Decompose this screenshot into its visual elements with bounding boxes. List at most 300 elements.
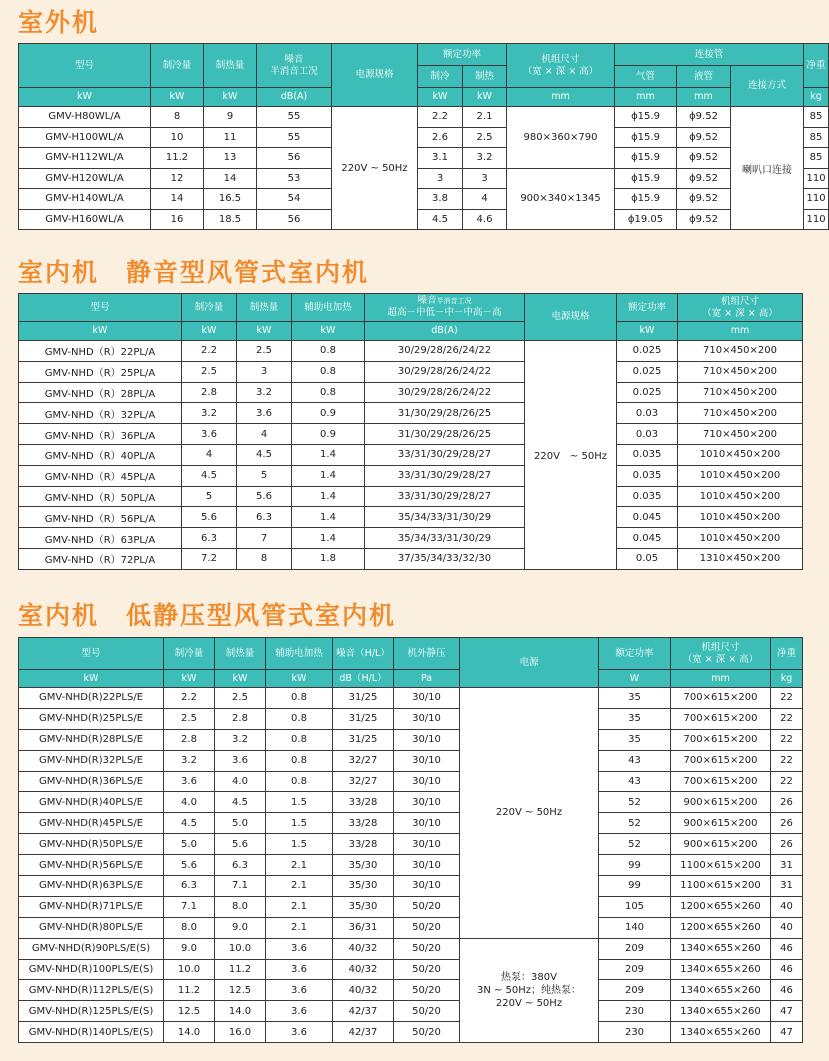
unit-cell: mm xyxy=(677,88,731,107)
rated-power-cell: 99 xyxy=(599,876,671,897)
cooling-cell: 10.0 xyxy=(164,959,215,980)
header-liquid-pipe: 液管 xyxy=(677,66,731,88)
aux-heater-cell: 1.4 xyxy=(292,444,365,465)
static-pressure-cell: 50/20 xyxy=(394,896,460,917)
unit-cell: kW xyxy=(19,88,151,107)
aux-heater-cell: 1.5 xyxy=(266,813,333,834)
unit-cell: mm xyxy=(678,322,803,341)
aux-heater-cell: 1.5 xyxy=(266,834,333,855)
unit-size-cell: 700×615×200 xyxy=(671,729,771,750)
noise-cell: 31/25 xyxy=(333,688,394,709)
unit-cell: kW xyxy=(164,670,215,688)
heating-cell: 4 xyxy=(237,424,292,445)
net-weight-cell: 85 xyxy=(804,127,829,148)
cooling-cell: 11.2 xyxy=(151,148,204,169)
rated-cooling-cell: 2.6 xyxy=(418,127,463,148)
net-weight-cell: 85 xyxy=(804,148,829,169)
section-title-low-static-duct: 室内机 低静压型风管式室内机 xyxy=(18,601,397,630)
noise-cell: 35/30 xyxy=(333,896,394,917)
heating-cell: 9.0 xyxy=(215,917,266,938)
heating-cell: 14.0 xyxy=(215,1001,266,1022)
unit-size-cell: 1340×655×260 xyxy=(671,1001,771,1022)
unit-cell: kW xyxy=(266,670,333,688)
table-row xyxy=(19,855,803,876)
liquid-pipe-cell: ϕ9.52 xyxy=(677,107,731,128)
noise-cell: 54 xyxy=(257,189,332,210)
header-noise-label: 噪音 xyxy=(417,295,437,307)
model-cell: GMV-NHD(R)90PLS/E(S) xyxy=(19,938,164,959)
table-row xyxy=(19,189,829,210)
noise-cell: 32/27 xyxy=(333,771,394,792)
aux-heater-cell: 3.6 xyxy=(266,959,333,980)
header-cooling-capacity: 制冷量 xyxy=(182,294,237,322)
header-aux-heater: 辅助电加热 xyxy=(292,294,365,322)
rated-power-cell: 0.035 xyxy=(617,444,678,465)
static-pressure-cell: 50/20 xyxy=(394,980,460,1001)
model-cell: GMV-NHD（R）36PL/A xyxy=(19,424,182,445)
unit-size-cell: 710×450×200 xyxy=(678,403,803,424)
power-supply-cell xyxy=(460,938,599,1042)
aux-heater-cell: 0.8 xyxy=(292,341,365,362)
static-pressure-cell: 30/10 xyxy=(394,729,460,750)
unit-size-cell: 1010×450×200 xyxy=(678,507,803,528)
header-rated-heating: 制热 xyxy=(463,66,507,88)
heating-cell: 8 xyxy=(237,548,292,569)
aux-heater-cell: 3.6 xyxy=(266,1001,333,1022)
net-weight-cell: 110 xyxy=(804,168,829,189)
table-row xyxy=(19,834,803,855)
header-gas-pipe: 气管 xyxy=(615,66,677,88)
aux-heater-cell: 2.1 xyxy=(266,896,333,917)
unit-size-cell: 980×360×790 xyxy=(507,107,615,169)
unit-cell: kW xyxy=(292,322,365,341)
table-row xyxy=(19,688,803,709)
net-weight-cell: 22 xyxy=(771,771,803,792)
unit-cell: kW xyxy=(463,88,507,107)
heating-cell: 14 xyxy=(204,168,257,189)
model-cell: GMV-NHD(R)112PLS/E(S) xyxy=(19,980,164,1001)
unit-size-cell: 900×615×200 xyxy=(671,792,771,813)
table-row xyxy=(19,729,803,750)
aux-heater-cell: 0.8 xyxy=(266,750,333,771)
header-aux-heater: 辅助电加热 xyxy=(266,638,333,670)
noise-cell: 40/32 xyxy=(333,959,394,980)
rated-power-cell: 43 xyxy=(599,771,671,792)
rated-power-cell: 230 xyxy=(599,1001,671,1022)
cooling-cell: 10 xyxy=(151,127,204,148)
cooling-cell: 2.5 xyxy=(182,361,237,382)
rated-power-cell: 0.035 xyxy=(617,486,678,507)
unit-size-cell: 1340×655×260 xyxy=(671,1022,771,1043)
power-supply-cell: 220V ~ 50Hz xyxy=(460,688,599,939)
unit-cell: dB(A) xyxy=(365,322,525,341)
model-cell: GMV-H140WL/A xyxy=(19,189,151,210)
table-row xyxy=(19,959,803,980)
net-weight-cell: 22 xyxy=(771,729,803,750)
table-row xyxy=(19,980,803,1001)
table-row xyxy=(19,1001,803,1022)
static-pressure-cell: 30/10 xyxy=(394,792,460,813)
unit-size-cell: 710×450×200 xyxy=(678,382,803,403)
rated-heating-cell: 4.6 xyxy=(463,209,507,230)
table-row xyxy=(19,107,829,128)
low-static-duct-unit-table xyxy=(18,637,803,1043)
model-cell: GMV-NHD（R）72PL/A xyxy=(19,548,182,569)
header-unit-size-label: 机组尺寸 xyxy=(701,641,740,653)
heating-cell: 16.5 xyxy=(204,189,257,210)
table-row xyxy=(19,465,803,486)
liquid-pipe-cell: ϕ9.52 xyxy=(677,127,731,148)
rated-power-cell: 0.045 xyxy=(617,528,678,549)
rated-cooling-cell: 4.5 xyxy=(418,209,463,230)
rated-cooling-cell: 2.2 xyxy=(418,107,463,128)
rated-heating-cell: 2.1 xyxy=(463,107,507,128)
table-row xyxy=(19,813,803,834)
heating-cell: 2.5 xyxy=(215,688,266,709)
header-unit-size xyxy=(671,638,771,670)
gas-pipe-cell: ϕ15.9 xyxy=(615,189,677,210)
table-row xyxy=(19,486,803,507)
table-row xyxy=(19,168,829,189)
rated-cooling-cell: 3.1 xyxy=(418,148,463,169)
unit-cell: mm xyxy=(507,88,615,107)
net-weight-cell: 31 xyxy=(771,876,803,897)
rated-power-cell: 140 xyxy=(599,917,671,938)
heating-cell: 18.5 xyxy=(204,209,257,230)
cooling-cell: 2.2 xyxy=(182,341,237,362)
noise-cell: 37/35/34/33/32/30 xyxy=(365,548,525,569)
unit-size-cell: 1200×655×260 xyxy=(671,917,771,938)
noise-cell: 56 xyxy=(257,209,332,230)
unit-cell: kg xyxy=(771,670,803,688)
net-weight-cell: 46 xyxy=(771,938,803,959)
noise-cell: 33/28 xyxy=(333,834,394,855)
rated-power-cell: 0.03 xyxy=(617,424,678,445)
header-noise-condition: 半消音工况 xyxy=(270,65,318,77)
cooling-cell: 4 xyxy=(182,444,237,465)
unit-cell: kg xyxy=(804,88,829,107)
noise-cell: 40/32 xyxy=(333,938,394,959)
header-rated-power: 额定功率 xyxy=(599,638,671,670)
static-pressure-cell: 30/10 xyxy=(394,688,460,709)
rated-power-cell: 0.035 xyxy=(617,465,678,486)
heating-cell: 5.0 xyxy=(215,813,266,834)
header-power-supply: 电源 xyxy=(460,638,599,688)
unit-size-cell: 700×615×200 xyxy=(671,708,771,729)
heating-cell: 8.0 xyxy=(215,896,266,917)
unit-size-cell: 710×450×200 xyxy=(678,361,803,382)
heating-cell: 7.1 xyxy=(215,876,266,897)
power-spec-cell: 220V ~ 50Hz xyxy=(525,341,617,570)
noise-cell: 33/31/30/29/28/27 xyxy=(365,444,525,465)
cooling-cell: 7.1 xyxy=(164,896,215,917)
rated-power-cell: 52 xyxy=(599,792,671,813)
unit-size-cell: 1340×655×260 xyxy=(671,938,771,959)
section-title-silent-duct: 室内机 静音型风管式室内机 xyxy=(18,258,370,287)
noise-cell: 55 xyxy=(257,107,332,128)
unit-cell: kW xyxy=(204,88,257,107)
noise-cell: 40/32 xyxy=(333,980,394,1001)
gas-pipe-cell: ϕ15.9 xyxy=(615,148,677,169)
unit-cell: kW xyxy=(215,670,266,688)
net-weight-cell: 47 xyxy=(771,1001,803,1022)
rated-power-cell: 43 xyxy=(599,750,671,771)
table-row xyxy=(19,361,803,382)
aux-heater-cell: 1.4 xyxy=(292,528,365,549)
unit-cell: mm xyxy=(615,88,677,107)
section-title-outdoor: 室外机 xyxy=(18,8,100,37)
aux-heater-cell: 0.8 xyxy=(292,361,365,382)
heating-cell: 6.3 xyxy=(237,507,292,528)
net-weight-cell: 26 xyxy=(771,792,803,813)
model-cell: GMV-H112WL/A xyxy=(19,148,151,169)
header-model: 型号 xyxy=(19,638,164,670)
rated-power-cell: 230 xyxy=(599,1022,671,1043)
header-heating-capacity: 制热量 xyxy=(237,294,292,322)
cooling-cell: 3.2 xyxy=(164,750,215,771)
header-noise xyxy=(257,44,332,88)
net-weight-cell: 46 xyxy=(771,959,803,980)
rated-power-cell: 0.025 xyxy=(617,341,678,362)
table-row xyxy=(19,771,803,792)
noise-cell: 32/27 xyxy=(333,750,394,771)
aux-heater-cell: 0.9 xyxy=(292,424,365,445)
rated-power-cell: 0.025 xyxy=(617,361,678,382)
rated-power-cell: 52 xyxy=(599,813,671,834)
header-cooling-capacity: 制冷量 xyxy=(164,638,215,670)
model-cell: GMV-NHD（R）50PL/A xyxy=(19,486,182,507)
unit-size-cell: 1100×615×200 xyxy=(671,855,771,876)
unit-cell: kW xyxy=(418,88,463,107)
net-weight-cell: 46 xyxy=(771,980,803,1001)
unit-cell: kW xyxy=(237,322,292,341)
cooling-cell: 12.5 xyxy=(164,1001,215,1022)
model-cell: GMV-NHD(R)50PLS/E xyxy=(19,834,164,855)
model-cell: GMV-NHD(R)125PLS/E(S) xyxy=(19,1001,164,1022)
model-cell: GMV-NHD（R）25PL/A xyxy=(19,361,182,382)
heating-cell: 11.2 xyxy=(215,959,266,980)
static-pressure-cell: 30/10 xyxy=(394,708,460,729)
heating-cell: 3 xyxy=(237,361,292,382)
aux-heater-cell: 1.5 xyxy=(266,792,333,813)
header-net-weight: 净重 xyxy=(804,44,829,88)
static-pressure-cell: 50/20 xyxy=(394,1001,460,1022)
model-cell: GMV-NHD(R)140PLS/E(S) xyxy=(19,1022,164,1043)
model-cell: GMV-H160WL/A xyxy=(19,209,151,230)
cooling-cell: 2.8 xyxy=(164,729,215,750)
header-rated-power: 额定功率 xyxy=(418,44,507,66)
heating-cell: 9 xyxy=(204,107,257,128)
unit-size-cell: 710×450×200 xyxy=(678,424,803,445)
rated-power-cell: 0.045 xyxy=(617,507,678,528)
table-row xyxy=(19,148,829,169)
noise-cell: 56 xyxy=(257,148,332,169)
cooling-cell: 16 xyxy=(151,209,204,230)
model-cell: GMV-NHD（R）40PL/A xyxy=(19,444,182,465)
table-row xyxy=(19,938,803,959)
unit-cell: W xyxy=(599,670,671,688)
aux-heater-cell: 0.9 xyxy=(292,403,365,424)
header-unit-size xyxy=(678,294,803,322)
heating-cell: 3.2 xyxy=(237,382,292,403)
static-pressure-cell: 30/10 xyxy=(394,876,460,897)
table-row xyxy=(19,341,803,362)
rated-power-cell: 105 xyxy=(599,896,671,917)
heating-cell: 2.5 xyxy=(237,341,292,362)
net-weight-cell: 110 xyxy=(804,209,829,230)
noise-cell: 36/31 xyxy=(333,917,394,938)
noise-cell: 31/25 xyxy=(333,708,394,729)
unit-size-cell: 710×450×200 xyxy=(678,341,803,362)
cooling-cell: 3.6 xyxy=(182,424,237,445)
noise-cell: 31/25 xyxy=(333,729,394,750)
header-noise-condition: 半消音工况 xyxy=(436,297,472,306)
static-pressure-cell: 50/20 xyxy=(394,959,460,980)
table-row xyxy=(19,548,803,569)
static-pressure-cell: 50/20 xyxy=(394,1022,460,1043)
aux-heater-cell: 2.1 xyxy=(266,876,333,897)
heating-cell: 7 xyxy=(237,528,292,549)
header-rated-power: 额定功率 xyxy=(617,294,678,322)
model-cell: GMV-NHD(R)63PLS/E xyxy=(19,876,164,897)
unit-cell: dB(A) xyxy=(257,88,332,107)
table-row xyxy=(19,792,803,813)
aux-heater-cell: 1.4 xyxy=(292,507,365,528)
table-row xyxy=(19,750,803,771)
model-cell: GMV-NHD(R)56PLS/E xyxy=(19,855,164,876)
model-cell: GMV-NHD(R)28PLS/E xyxy=(19,729,164,750)
rated-power-cell: 52 xyxy=(599,834,671,855)
rated-heating-cell: 3.2 xyxy=(463,148,507,169)
heating-cell: 4.5 xyxy=(215,792,266,813)
aux-heater-cell: 0.8 xyxy=(266,688,333,709)
unit-size-cell: 1010×450×200 xyxy=(678,465,803,486)
gas-pipe-cell: ϕ19.05 xyxy=(615,209,677,230)
heating-cell: 4.5 xyxy=(237,444,292,465)
unit-cell: Pa xyxy=(394,670,460,688)
table-row xyxy=(19,403,803,424)
noise-cell: 35/30 xyxy=(333,876,394,897)
table-row xyxy=(19,209,829,230)
heating-cell: 6.3 xyxy=(215,855,266,876)
rated-heating-cell: 2.5 xyxy=(463,127,507,148)
net-weight-cell: 47 xyxy=(771,1022,803,1043)
model-cell: GMV-NHD(R)25PLS/E xyxy=(19,708,164,729)
cooling-cell: 6.3 xyxy=(182,528,237,549)
unit-size-cell: 900×615×200 xyxy=(671,834,771,855)
rated-heating-cell: 3 xyxy=(463,168,507,189)
cooling-cell: 11.2 xyxy=(164,980,215,1001)
header-power-spec: 电源规格 xyxy=(525,294,617,341)
unit-size-cell: 1200×655×260 xyxy=(671,896,771,917)
model-cell: GMV-NHD(R)40PLS/E xyxy=(19,792,164,813)
model-cell: GMV-H100WL/A xyxy=(19,127,151,148)
unit-size-cell: 700×615×200 xyxy=(671,771,771,792)
noise-cell: 30/29/28/26/24/22 xyxy=(365,382,525,403)
rated-cooling-cell: 3 xyxy=(418,168,463,189)
rated-cooling-cell: 3.8 xyxy=(418,189,463,210)
unit-cell: kW xyxy=(151,88,204,107)
net-weight-cell: 31 xyxy=(771,855,803,876)
net-weight-cell: 22 xyxy=(771,708,803,729)
net-weight-cell: 85 xyxy=(804,107,829,128)
liquid-pipe-cell: ϕ9.52 xyxy=(677,168,731,189)
header-model: 型号 xyxy=(19,44,151,88)
net-weight-cell: 22 xyxy=(771,750,803,771)
cooling-cell: 7.2 xyxy=(182,548,237,569)
noise-cell: 53 xyxy=(257,168,332,189)
table-row xyxy=(19,127,829,148)
model-cell: GMV-NHD（R）32PL/A xyxy=(19,403,182,424)
header-net-weight: 净重 xyxy=(771,638,803,670)
noise-cell: 33/28 xyxy=(333,792,394,813)
cooling-cell: 5.6 xyxy=(164,855,215,876)
model-cell: GMV-H120WL/A xyxy=(19,168,151,189)
cooling-cell: 2.8 xyxy=(182,382,237,403)
aux-heater-cell: 1.4 xyxy=(292,465,365,486)
rated-power-cell: 0.025 xyxy=(617,382,678,403)
aux-heater-cell: 1.4 xyxy=(292,486,365,507)
heating-cell: 2.8 xyxy=(215,708,266,729)
gas-pipe-cell: ϕ15.9 xyxy=(615,127,677,148)
header-model: 型号 xyxy=(19,294,182,322)
table-row xyxy=(19,708,803,729)
header-unit-size-sub: （宽 × 深 × 高） xyxy=(682,653,759,665)
unit-cell: kW xyxy=(617,322,678,341)
header-unit-size-label: 机组尺寸 xyxy=(541,53,580,65)
header-rated-cooling: 制冷 xyxy=(418,66,463,88)
rated-power-cell: 35 xyxy=(599,688,671,709)
net-weight-cell: 26 xyxy=(771,813,803,834)
cooling-cell: 8.0 xyxy=(164,917,215,938)
unit-size-cell: 900×340×1345 xyxy=(507,168,615,230)
noise-cell: 35/34/33/31/30/29 xyxy=(365,507,525,528)
heating-cell: 3.6 xyxy=(237,403,292,424)
header-heating-capacity: 制热量 xyxy=(204,44,257,88)
rated-power-cell: 209 xyxy=(599,980,671,1001)
static-pressure-cell: 30/10 xyxy=(394,834,460,855)
table-row xyxy=(19,896,803,917)
unit-cell: kW xyxy=(19,322,182,341)
header-unit-size-label: 机组尺寸 xyxy=(720,295,759,307)
unit-size-cell: 1010×450×200 xyxy=(678,486,803,507)
cooling-cell: 5 xyxy=(182,486,237,507)
cooling-cell: 14.0 xyxy=(164,1022,215,1043)
heating-cell: 12.5 xyxy=(215,980,266,1001)
cooling-cell: 3.6 xyxy=(164,771,215,792)
header-unit-size-sub: （宽 × 深 × 高） xyxy=(522,65,599,77)
model-cell: GMV-NHD(R)22PLS/E xyxy=(19,688,164,709)
heating-cell: 10.0 xyxy=(215,938,266,959)
static-pressure-cell: 30/10 xyxy=(394,813,460,834)
heating-cell: 13 xyxy=(204,148,257,169)
cooling-cell: 3.2 xyxy=(182,403,237,424)
table-row xyxy=(19,917,803,938)
aux-heater-cell: 2.1 xyxy=(266,917,333,938)
heating-cell: 5.6 xyxy=(215,834,266,855)
liquid-pipe-cell: ϕ9.52 xyxy=(677,148,731,169)
net-weight-cell: 40 xyxy=(771,917,803,938)
table-row xyxy=(19,424,803,445)
noise-cell: 33/31/30/29/28/27 xyxy=(365,465,525,486)
table-row xyxy=(19,528,803,549)
heating-cell: 4.0 xyxy=(215,771,266,792)
net-weight-cell: 26 xyxy=(771,834,803,855)
unit-size-cell: 1010×450×200 xyxy=(678,444,803,465)
cooling-cell: 2.5 xyxy=(164,708,215,729)
gas-pipe-cell: ϕ15.9 xyxy=(615,168,677,189)
model-cell: GMV-NHD(R)45PLS/E xyxy=(19,813,164,834)
